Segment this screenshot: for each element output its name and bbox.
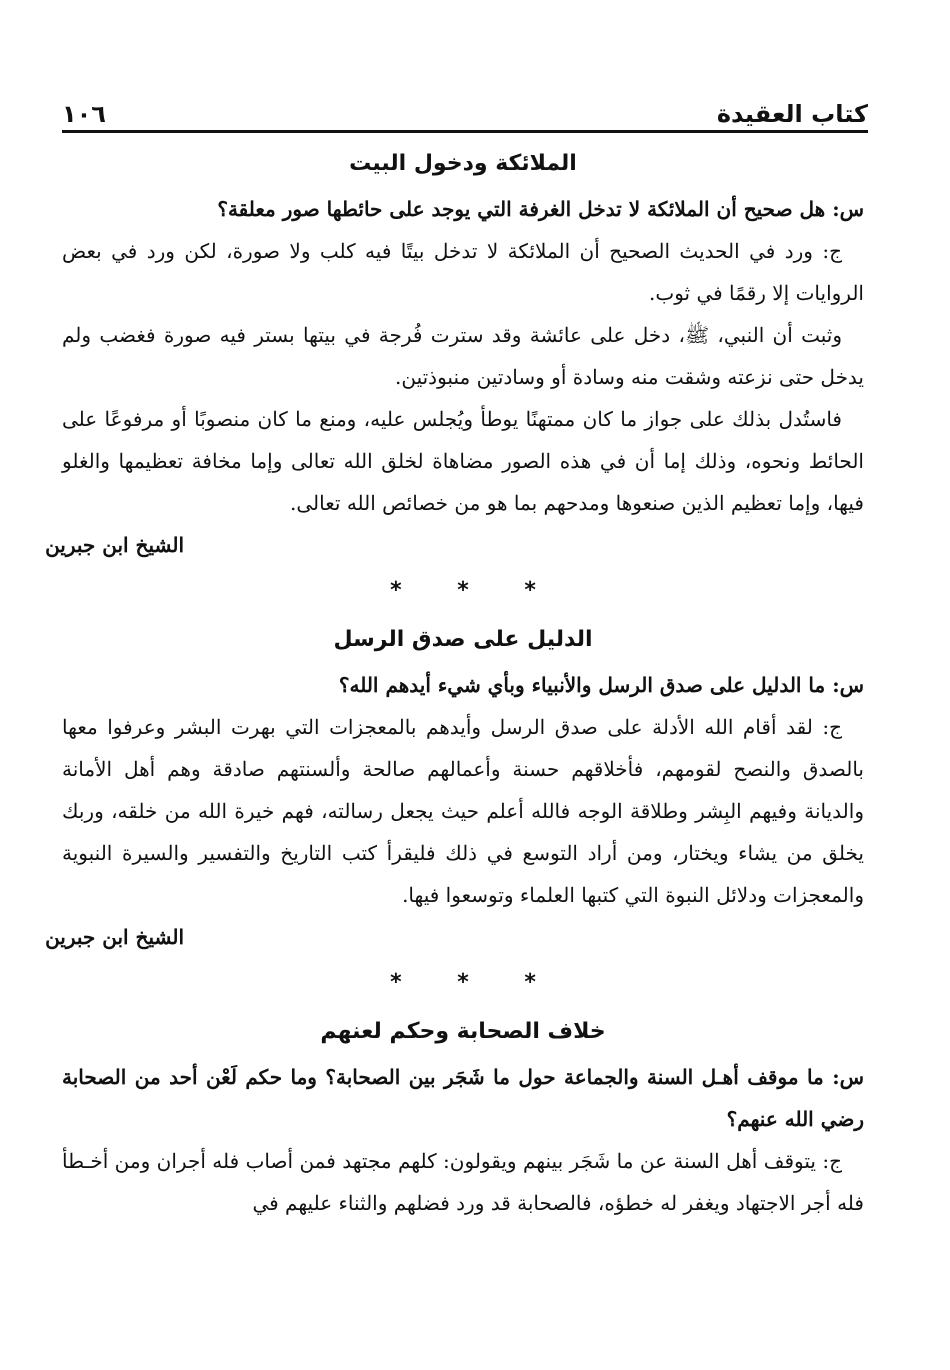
page-header: [62, 88, 868, 128]
answer-paragraph: ج: يتوقف أهل السنة عن ما شَجَر بينهم ويقولون: كلهم مجتهد فمن أصاب فله أجران ومن أخـطأ فله أجر الاجتهاد ويغفر له خطؤه، فالصحابة قد ورد فضلهم والثناء عليهم في: [62, 1149, 864, 1215]
question-text: س: ما موقف أهـل السنة والجماعة حول ما شَجَر بين الصحابة؟ وما حكم لَعْن أحد من الصحابة رضي الله عنهم؟: [62, 1065, 864, 1131]
section-heading: الملائكة ودخول البيت: [349, 151, 577, 176]
section-separator: * * *: [390, 578, 560, 603]
page-content: [45, 140, 864, 1224]
signature: الشيخ ابن جبرين: [45, 925, 184, 949]
section-heading: الدليل على صدق الرسل: [333, 627, 593, 652]
section-separator: * * *: [390, 970, 560, 995]
section-heading: خلاف الصحابة وحكم لعنهم: [320, 1019, 606, 1044]
answer-paragraph: فاستُدل بذلك على جواز ما كان ممتهنًا يوطأ ويُجلس عليه، ومنع ما كان منصوبًا أو مرفوعًا على الحائط ونحوه، وذلك إما أن في هذه الصور مضاهاة لخلق الله تعالى وإما مخافة تعظيمها والغلو فيها، وإما تعظيم الذين صنعوها ومدحهم بما هو من خصائص الله تعالى.: [62, 407, 864, 515]
question-text: س: هل صحيح أن الملائكة لا تدخل الغرفة التي يوجد على حائطها صور معلقة؟: [217, 197, 864, 221]
answer-paragraph: ج: لقد أقام الله الأدلة على صدق الرسل وأيدهم بالمعجزات التي بهرت البشر وعرفوا معها بالصدق والنصح لقومهم، فأخلاقهم حسنة وأعمالهم صالحة وألسنتهم صادقة وهم أهل الأمانة والديانة وفيهم البِشر وطلاقة الوجه فالله أعلم حيث يجعل رسالته، فهم خيرة الله من خلقه، وربك يخلق من يشاء ويختار، ومن أراد التوسع في ذلك فليقرأ كتب التاريخ والتفسير والسيرة النبوية والمعجزات ودلائل النبوة التي كتبها العلماء وتوسعوا فيها.: [62, 715, 864, 907]
book-title: كتاب العقيدة: [716, 100, 868, 128]
answer-paragraph: وثبت أن النبي، ﷺ، دخل على عائشة وقد سترت فُرجة في بيتها بستر فيه صورة فغضب ولم يدخل حتى نزعته وشقت منه وسادة أو وسادتين منبوذتين.: [62, 323, 864, 389]
header-rule: [62, 130, 868, 133]
question-text: س: ما الدليل على صدق الرسل والأنبياء وبأي شيء أيدهم الله؟: [338, 673, 864, 697]
answer-paragraph: ج: ورد في الحديث الصحيح أن الملائكة لا تدخل بيتًا فيه كلب ولا صورة، لكن ورد في بعض الروايات إلا رقمًا في ثوب.: [62, 239, 864, 305]
page-number: ١٠٦: [62, 100, 106, 128]
signature: الشيخ ابن جبرين: [45, 533, 184, 557]
